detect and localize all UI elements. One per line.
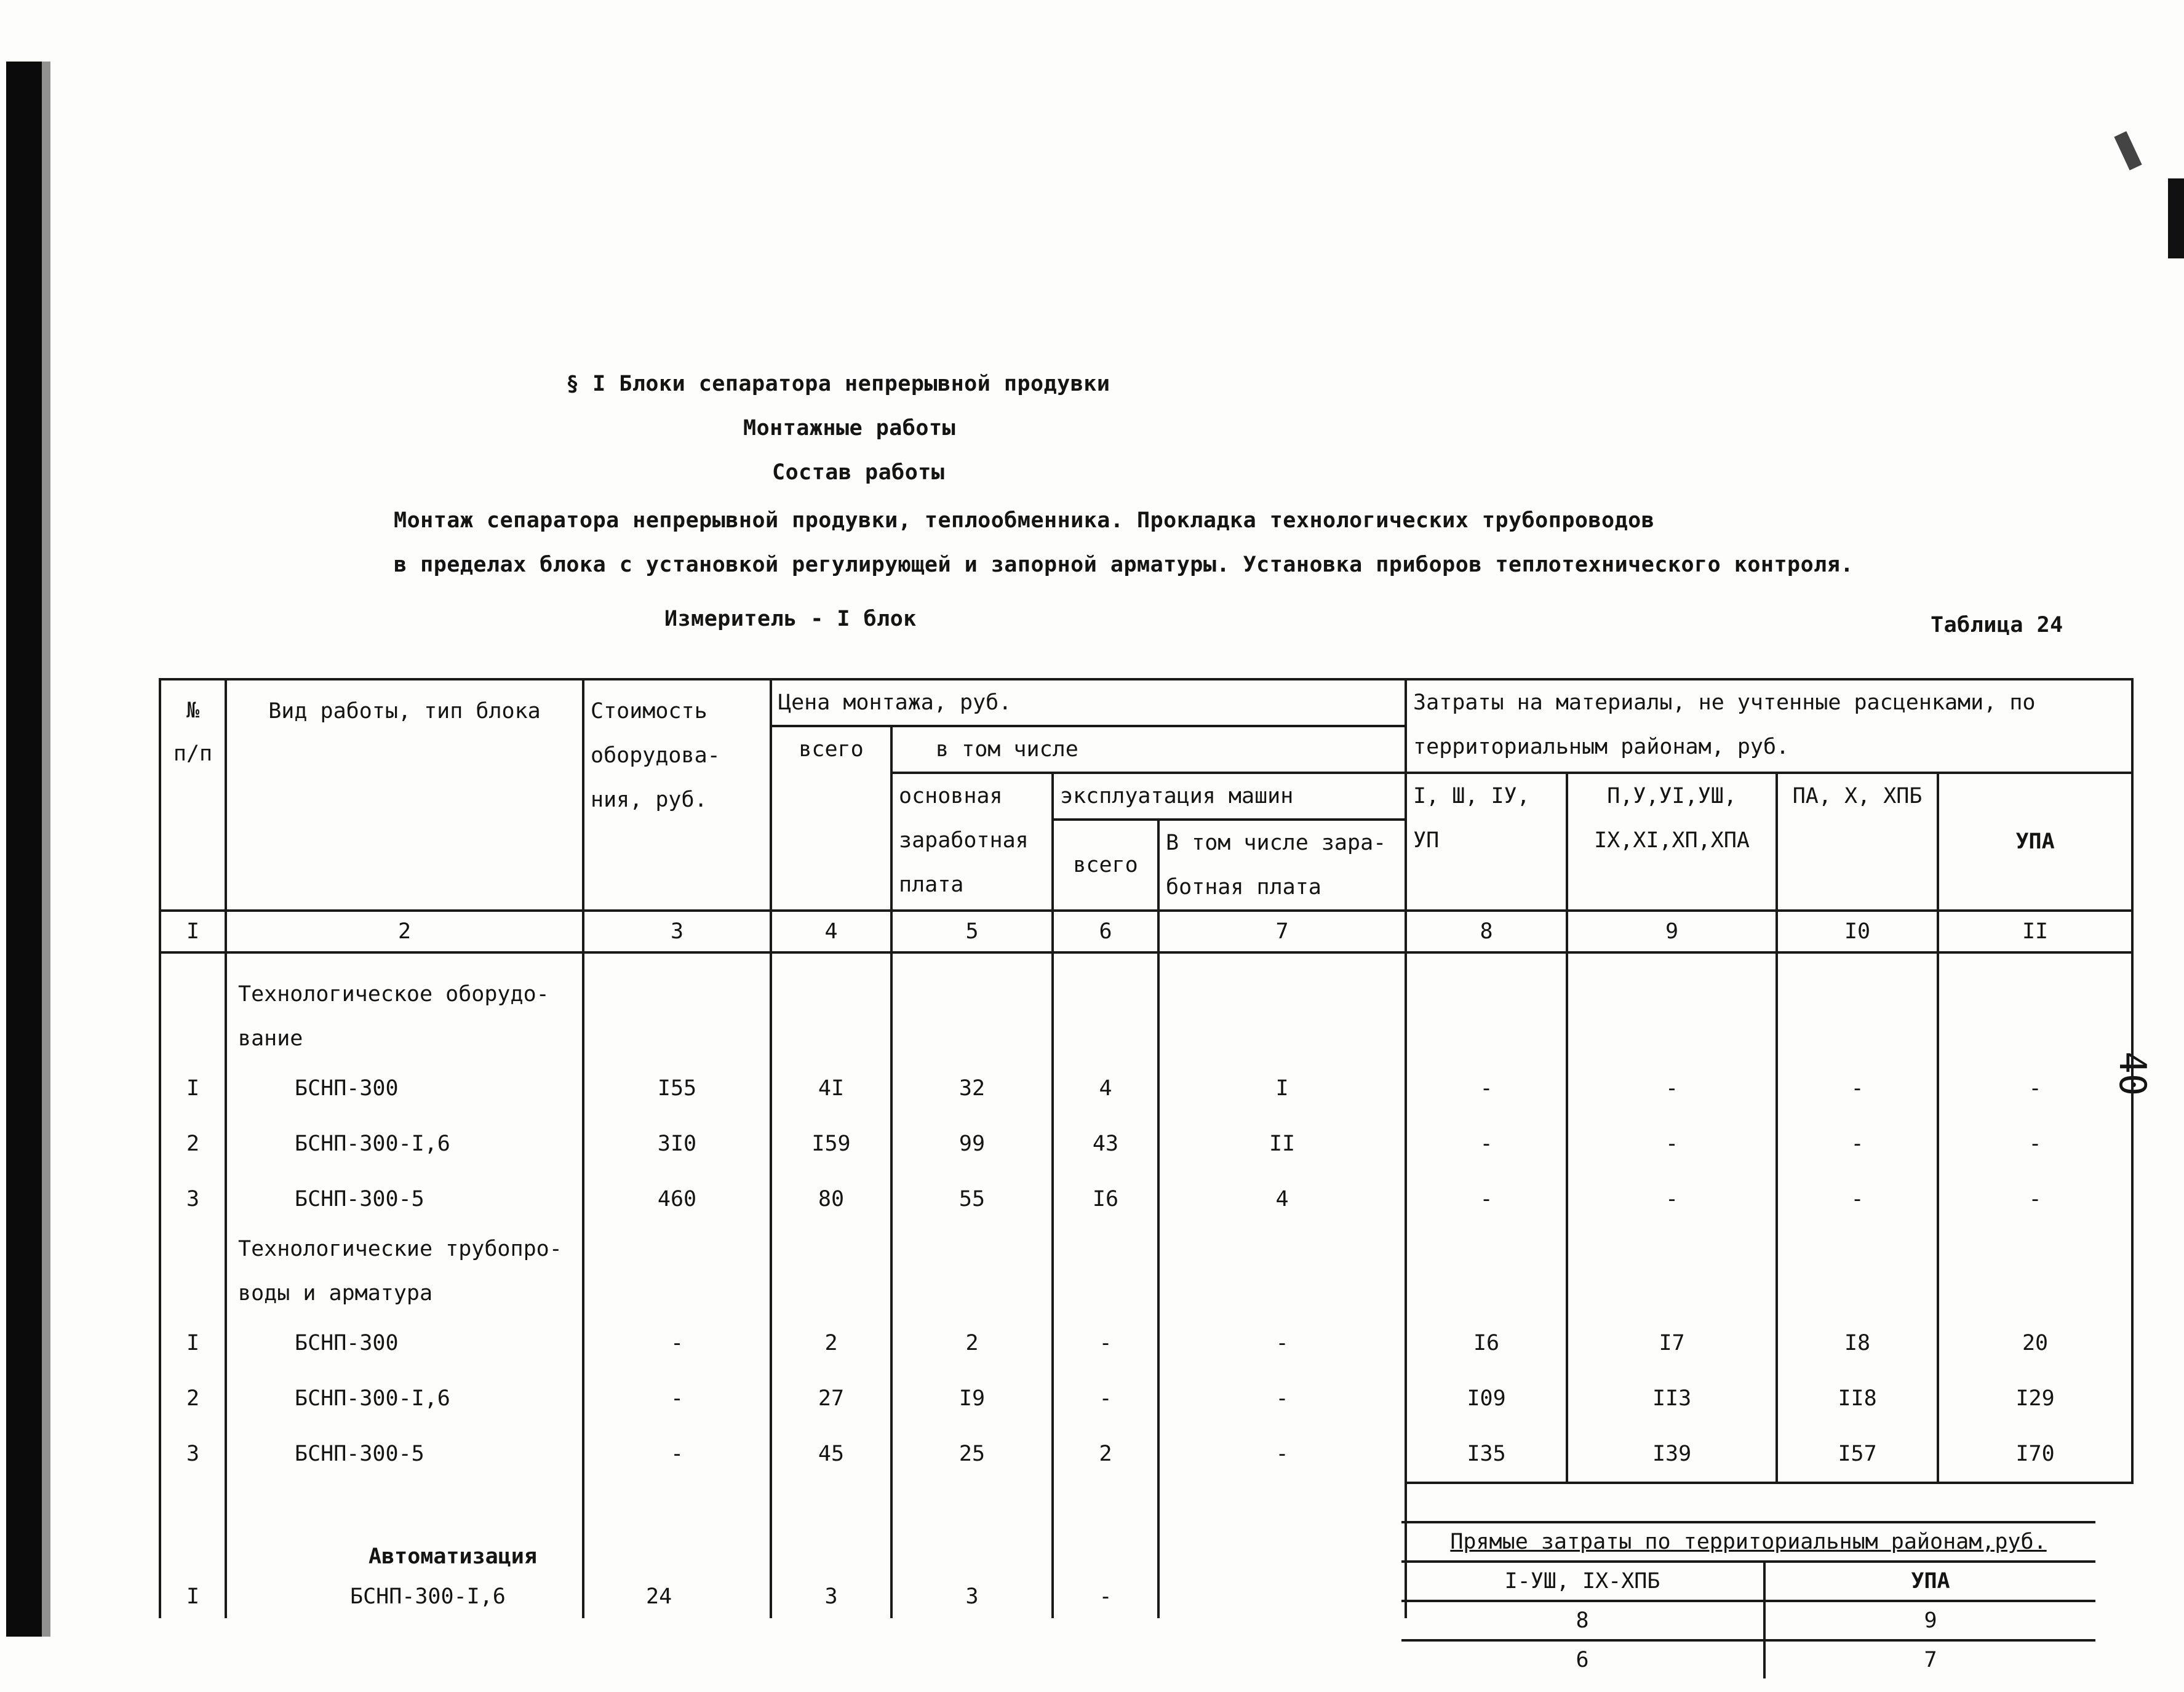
scan-edge-shadow-soft: [42, 62, 50, 1637]
rates-table: [159, 678, 2134, 1618]
cell-region-1: -: [1406, 1116, 1567, 1171]
table-row: [160, 1116, 2132, 1171]
measure-unit: Измеритель - I блок: [664, 607, 917, 631]
cell-region-4: -: [1938, 1171, 2132, 1227]
colnum: I: [160, 911, 226, 952]
cell-mach-total: 43: [1053, 1116, 1158, 1171]
colnum: 9: [1567, 911, 1777, 952]
header-num: № п/п: [160, 679, 226, 911]
cell-region-2: I39: [1567, 1426, 1777, 1483]
cell-total: I59: [771, 1116, 891, 1171]
cell-type: БСНП-300-5: [226, 1171, 583, 1227]
cell-wage: 32: [891, 1061, 1053, 1116]
cell-num: 2: [160, 1371, 226, 1426]
group-title: Технологические трубопро- воды и арматура: [226, 1227, 583, 1315]
table-row: [160, 1171, 2132, 1227]
table-row: [160, 1371, 2132, 1426]
direct-costs-val-a: 6: [1401, 1640, 1764, 1678]
colnum: 4: [771, 911, 891, 952]
direct-costs-col-a: I-УШ, IX-XПБ: [1401, 1562, 1764, 1601]
cell-cost: -: [583, 1315, 771, 1371]
cell-region-4: -: [1938, 1116, 2132, 1171]
cell-type: БСНП-300-5: [226, 1426, 583, 1483]
cell-total: 80: [771, 1171, 891, 1227]
scan-edge-shadow: [6, 62, 42, 1637]
cell-num: I: [160, 1061, 226, 1116]
header-region-1: I, Ш, IУ, УП: [1406, 773, 1567, 911]
automation-title: Автоматизация: [226, 1483, 583, 1575]
cell-wage: 2: [891, 1315, 1053, 1371]
cell-region-1: I6: [1406, 1315, 1567, 1371]
cell-mach-total: -: [1053, 1315, 1158, 1371]
cell-mach-wage: -: [1158, 1315, 1406, 1371]
cell-wage: 99: [891, 1116, 1053, 1171]
header-region-3: ПА, X, XПБ: [1777, 773, 1938, 911]
header-machines-wage: В том числе зара- ботная плата: [1158, 820, 1406, 911]
cell-region-1: I09: [1406, 1371, 1567, 1426]
header-equipment-cost: Стоимость оборудова- ния, руб.: [583, 679, 771, 911]
cell-region-2: II3: [1567, 1371, 1777, 1426]
cell-mach-total: 4: [1053, 1061, 1158, 1116]
colnum: 8: [1406, 911, 1567, 952]
cell-num: 3: [160, 1426, 226, 1483]
direct-costs-val-b: 7: [1764, 1640, 2095, 1678]
cell-type: БСНП-300: [226, 1315, 583, 1371]
colnum: II: [1938, 911, 2132, 952]
section-title: § I Блоки сепаратора непрерывной продувки: [566, 372, 1110, 396]
group-title-row: [160, 952, 2132, 1061]
direct-costs-table: [1401, 1521, 2095, 1678]
header-materials: Затраты на материалы, не учтенные расценками, по территориальным районам, руб.: [1406, 679, 2132, 773]
cell-num: 2: [160, 1116, 226, 1171]
scan-smudge: [2168, 178, 2184, 258]
scan-mark: [2114, 131, 2142, 170]
page-number: 40: [2111, 1051, 2154, 1096]
column-numbers-row: [160, 911, 2132, 952]
cell-region-4: -: [1938, 1061, 2132, 1116]
header-region-4: УПА: [1938, 773, 2132, 911]
cell-type: БСНП-300: [226, 1061, 583, 1116]
header-machines: эксплуатация машин: [1053, 773, 1406, 820]
cell-mach-wage: II: [1158, 1116, 1406, 1171]
cell-cost: I55: [583, 1061, 771, 1116]
table-label: Таблица 24: [1931, 613, 2063, 637]
colnum: 7: [1158, 911, 1406, 952]
cell-cost: -: [583, 1371, 771, 1426]
cell-wage: I9: [891, 1371, 1053, 1426]
cell-region-1: -: [1406, 1061, 1567, 1116]
table-row: [160, 1426, 2132, 1483]
cell-region-3: -: [1777, 1171, 1938, 1227]
cell-cost: 3I0: [583, 1116, 771, 1171]
cell-wage: 25: [891, 1426, 1053, 1483]
cell-total: 27: [771, 1371, 891, 1426]
cell-region-4: 20: [1938, 1315, 2132, 1371]
cell-total: 2: [771, 1315, 891, 1371]
group-title: Технологическое оборудо- вание: [226, 952, 583, 1061]
subtitle-composition: Состав работы: [772, 460, 945, 485]
colnum: 5: [891, 911, 1053, 952]
header-including: в том числе: [891, 726, 1406, 773]
cell-type: БСНП-300-I,6: [226, 1575, 583, 1618]
colnum: I0: [1777, 911, 1938, 952]
cell-cost: 460: [583, 1171, 771, 1227]
cell-type: БСНП-300-I,6: [226, 1116, 583, 1171]
cell-wage: 55: [891, 1171, 1053, 1227]
cell-region-4: I70: [1938, 1426, 2132, 1483]
header-row-1: [160, 679, 2132, 726]
cell-mach-total: -: [1053, 1575, 1158, 1618]
cell-wage: 3: [891, 1575, 1053, 1618]
cell-region-2: -: [1567, 1171, 1777, 1227]
cell-cost: -: [583, 1426, 771, 1483]
cell-region-1: -: [1406, 1171, 1567, 1227]
table-row: [160, 1061, 2132, 1116]
work-description-line-1: Монтаж сепаратора непрерывной продувки, теплообменника. Прокладка технологических трубопроводов: [394, 508, 1655, 533]
header-price: Цена монтажа, руб.: [771, 679, 1406, 726]
cell-region-4: I29: [1938, 1371, 2132, 1426]
header-total: всего: [771, 726, 891, 911]
group-title-row: [160, 1227, 2132, 1315]
cell-total: 3: [771, 1575, 891, 1618]
direct-costs-num-a: 8: [1401, 1601, 1764, 1640]
cell-mach-total: -: [1053, 1371, 1158, 1426]
cell-mach-total: I6: [1053, 1171, 1158, 1227]
cell-region-2: -: [1567, 1116, 1777, 1171]
cell-type: БСНП-300-I,6: [226, 1371, 583, 1426]
direct-costs-title: Прямые затраты по территориальным районам,руб.: [1401, 1522, 2095, 1562]
cell-total: 4I: [771, 1061, 891, 1116]
colnum: 2: [226, 911, 583, 952]
header-base-wage: основная заработная плата: [891, 773, 1053, 911]
cell-mach-total: 2: [1053, 1426, 1158, 1483]
header-work-type: Вид работы, тип блока: [226, 679, 583, 911]
table-row: [160, 1315, 2132, 1371]
header-region-2: П,У,УI,УШ, IX,XI,XП,XПА: [1567, 773, 1777, 911]
direct-costs-num-b: 9: [1764, 1601, 2095, 1640]
cell-num: I: [160, 1315, 226, 1371]
cell-total: 45: [771, 1426, 891, 1483]
header-machines-total: всего: [1053, 820, 1158, 911]
colnum: 3: [583, 911, 771, 952]
cell-cost: 24: [583, 1575, 771, 1618]
cell-mach-wage: -: [1158, 1426, 1406, 1483]
cell-region-3: -: [1777, 1061, 1938, 1116]
direct-costs-col-b: УПА: [1764, 1562, 2095, 1601]
subtitle-works: Монтажные работы: [743, 416, 956, 441]
cell-region-3: -: [1777, 1116, 1938, 1171]
work-description-line-2: в пределах блока с установкой регулирующей и запорной арматуры. Установка приборов теплотехнического контроля.: [394, 553, 1854, 577]
cell-region-3: I57: [1777, 1426, 1938, 1483]
cell-region-2: -: [1567, 1061, 1777, 1116]
cell-region-1: I35: [1406, 1426, 1567, 1483]
cell-mach-wage: I: [1158, 1061, 1406, 1116]
cell-mach-wage: 4: [1158, 1171, 1406, 1227]
cell-num: 3: [160, 1171, 226, 1227]
cell-region-2: I7: [1567, 1315, 1777, 1371]
colnum: 6: [1053, 911, 1158, 952]
cell-region-3: II8: [1777, 1371, 1938, 1426]
cell-mach-wage: -: [1158, 1371, 1406, 1426]
cell-region-3: I8: [1777, 1315, 1938, 1371]
cell-num: I: [160, 1575, 226, 1618]
